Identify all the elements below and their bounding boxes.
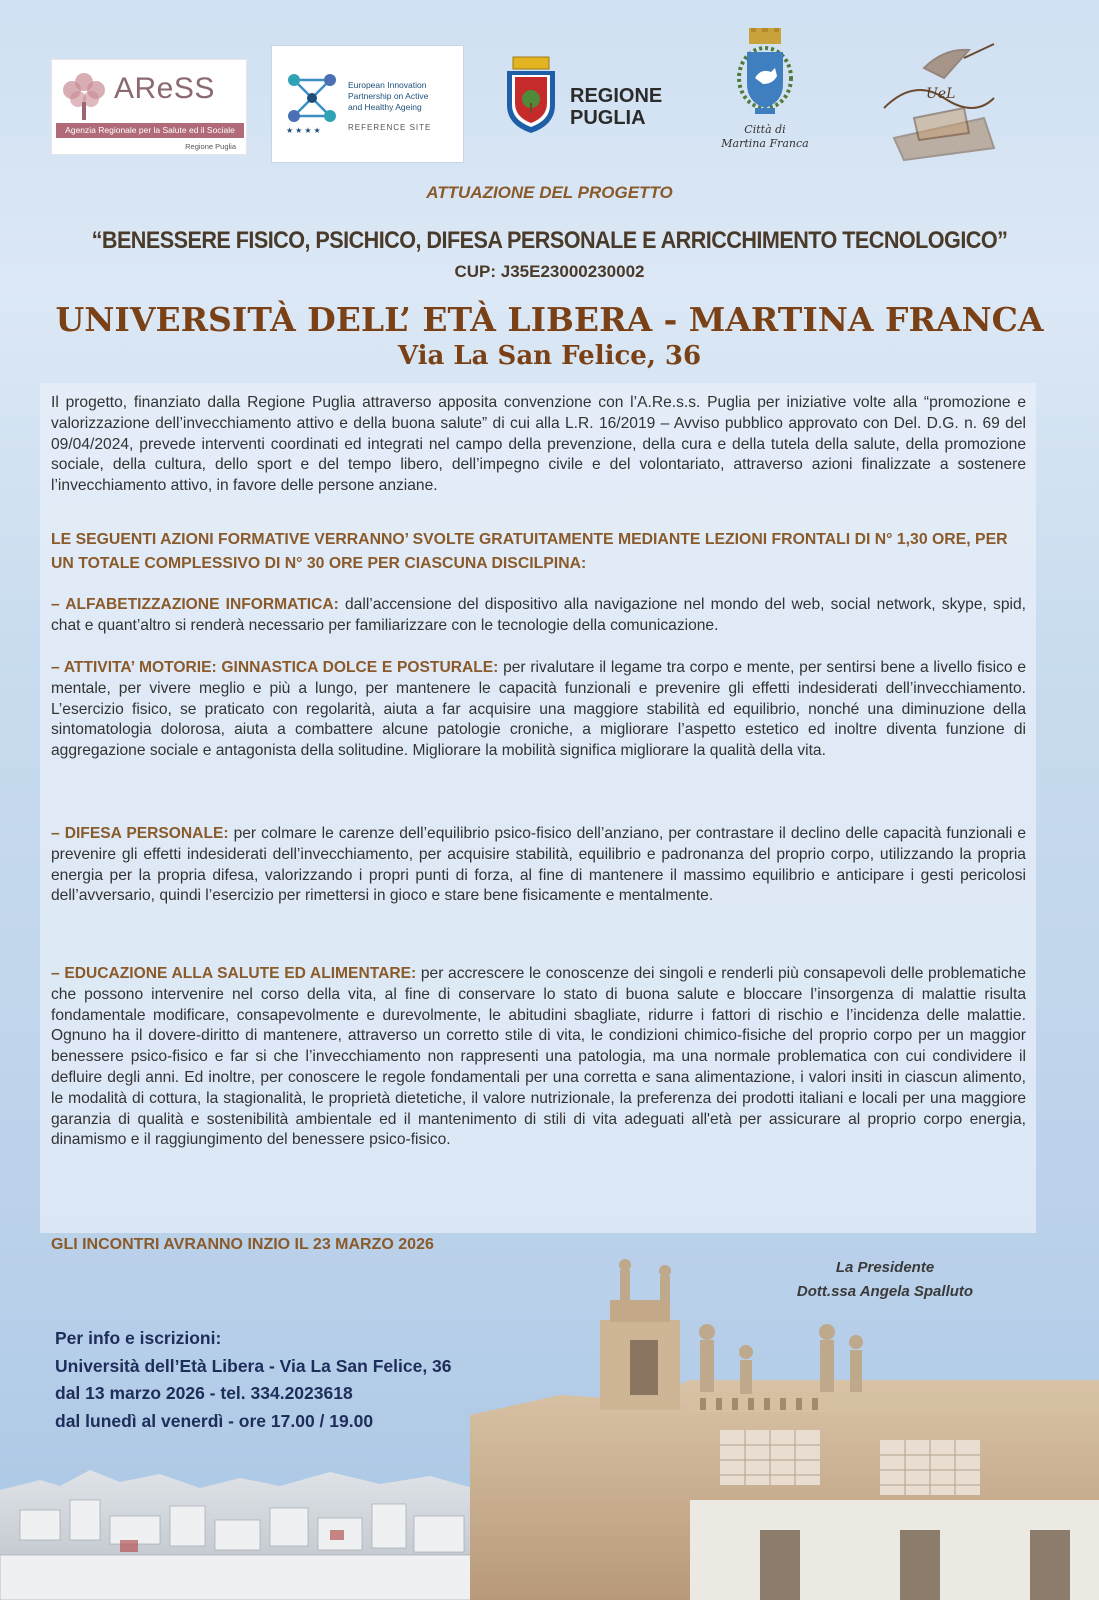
course-title: – ALFABETIZZAZIONE INFORMATICA:: [51, 596, 339, 613]
project-title: “BENESSERE FISICO, PSICHICO, DIFESA PERSONALE E ARRICCHIMENTO TECNOLOGICO”: [91, 227, 1008, 254]
eip-reference-site: REFERENCE SITE: [348, 123, 432, 132]
course-title: – EDUCAZIONE ALLA SALUTE ED ALIMENTARE:: [51, 965, 417, 982]
eip-stars: ★★★★: [286, 126, 323, 135]
course-alfabetizzazione: [51, 595, 1026, 637]
eip-logo: [271, 45, 464, 163]
university-address: Via La San Felice, 36: [397, 341, 702, 371]
city-crest-icon: [725, 28, 805, 118]
course-description: per rivalutare il legame tra corpo e mente, per sentirsi bene a livello fisico e mentale, per vivere meglio e più a lungo, per mantenere le capacità funzionali e prevenire gli effetti indesiderati dell’invecchiamento. L’esercizio fisico, se praticato con regolarità, aiuta a far acquisire una maggiore stabilità ed equilibrio, nonché una diminuzione della sintomatologia dolorosa, aiuta a combattere alcune patologie croniche, a migliorare l’aspetto estetico ed inoltre diventa funzione di aggregazione sociale e antagonista della solitudine. Migliorare la mobilità significa migliorare la qualità della vita.: [51, 659, 1026, 760]
contact-hours: dal lunedì al venerdì - ore 17.00 / 19.00: [55, 1410, 374, 1431]
course-difesa-personale: [51, 824, 1026, 907]
martina-franca-logo: [705, 28, 825, 164]
martina-franca-caption: Città di Martina Franca: [721, 123, 809, 150]
regione-puglia-logo: [503, 55, 673, 135]
cup-code: CUP: J35E23000230002: [454, 262, 645, 281]
course-attivita-motorie: [51, 658, 1026, 762]
aress-tree-icon: [58, 68, 110, 124]
university-name: UNIVERSITÀ DELL’ ETÀ LIBERA - MARTINA FRANCA: [55, 300, 1044, 339]
course-title: – DIFESA PERSONALE:: [51, 825, 229, 842]
svg-text:UeL: UeL: [926, 86, 956, 102]
contact-heading: Per info e iscrizioni:: [55, 1328, 222, 1348]
intro-paragraph: Il progetto, finanziato dalla Regione Puglia attraverso apposita convenzione con l’A.Re.s.s. Puglia per iniziative volte alla “promozione e valorizzazione dell’invecchiamento attivo e della buona salute” di cui alla L.R. 16/2019 – Avviso pubblico approvato con Del. D.G. n. 69 del 09/04/2024, prevede interventi coordinati ed integrati nel campo della prevenzione, della cura e della tutela della salute, della promozione sociale, della cultura, dello sport e del tempo libero, dell’impegno civile e del volontariato, attraverso azioni finalizzate a sostenere l’invecchiamento attivo, in favore delle persone anziane.: [51, 394, 1026, 495]
eip-title: European Innovation Partnership on Active and Healthy Ageing: [348, 80, 429, 112]
actions-heading: LE SEGUENTI AZIONI FORMATIVE VERRANNO’ SVOLTE GRATUITAMENTE MEDIANTE LEZIONI FRONTALI DI N° 1,30 ORE, PER UN TOTALE COMPLESSIVO DI N° 30 ORE PER CIASCUNA DISCILPINA:: [51, 531, 1008, 572]
aress-name: AReSS: [114, 72, 215, 105]
contact-phone: dal 13 marzo 2026 - tel. 334.2023618: [55, 1383, 353, 1403]
start-date-notice: GLI INCONTRI AVRANNO INZIO IL 23 MARZO 2026: [51, 1236, 434, 1253]
signature-name: Dott.ssa Angela Spalluto: [796, 1283, 974, 1300]
contact-info: [55, 1325, 452, 1435]
signature-role: La Presidente: [835, 1259, 935, 1276]
course-description: per colmare le carenze dell’equilibrio psico-fisico dell’anziano, per contrastare il declino delle capacità funzionali e prevenire gli effetti indesiderati dell’invecchiamento, per acquisire stabilità, equilibrio e padronanza del proprio corpo, utilizzando la propria energia per la propria difesa, valorizzando i propri punti di forza, al fine di mantenere il massimo equilibrio e anticipare i gesti pericolosi dell’avversario, quindi l’esercizio per rimettersi in gioco e stare bene fisicamente e mentalmente.: [51, 825, 1026, 905]
course-title: – ATTIVITA’ MOTORIE: GINNASTICA DOLCE E POSTURALE:: [51, 659, 499, 676]
logo-row: [0, 0, 1099, 175]
puglia-shield-icon: [503, 55, 559, 135]
aress-subtitle: Agenzia Regionale per la Salute ed il Sociale: [56, 123, 244, 138]
ute-emblem-icon: [874, 38, 1004, 166]
aress-region: Regione Puglia: [185, 142, 236, 151]
course-educazione-salute: [51, 964, 1026, 1151]
contact-address: Università dell’Età Libera - Via La San Felice, 36: [55, 1355, 452, 1376]
course-description: per accrescere le conoscenze dei singoli e renderli più consapevoli delle problematiche che possono intervenire nel corso della vita, al fine di conservare lo stato di buona salute e bloccare l’insorgenza di malattie risulta fondamentale modificare, consapevolmente e durevolmente, le abitudini sbagliate, ridurre i fattori di rischio e l’incidenza delle malattie. Ognuno ha il dovere-diritto di mantenere, attraverso un corretto stile di vita, le condizioni chimico-fisiche del proprio corpo per un maggior benessere psico-fisico e far si che l’invecchiamento non rappresenti una patologia, ma una normale problematica con cui condividere il defluire degli anni. Ed inoltre, per conoscere le regole fondamentali per una corretta e sana alimentazione, i valori insiti in ciascun alimento, le modalità di cottura, la stagionalità, le proprietà dietetiche, il valore nutrizionale, la preferenza dei prodotti italiani e locali per una maggiore garanzia di qualità e sostenibilità ambientale ed il mantenimento di stili di vita adeguati all'età per assicurare al proprio corpo energia, dinamismo e il raggiungimento del benessere psico-fisico.: [51, 965, 1026, 1149]
section-label: ATTUAZIONE DEL PROGETTO: [426, 183, 673, 202]
regione-puglia-name: REGIONE PUGLIA: [570, 85, 663, 129]
eip-network-icon: [282, 68, 342, 128]
aress-logo: [51, 59, 247, 155]
course-description: dall’accensione del dispositivo alla navigazione nel mondo del web, social network, skype, spid, chat e quant’altro si renderà necessario per familiarizzare con le tecnologie della comunicazione.: [51, 596, 1026, 634]
signature-block: [760, 1256, 1010, 1304]
